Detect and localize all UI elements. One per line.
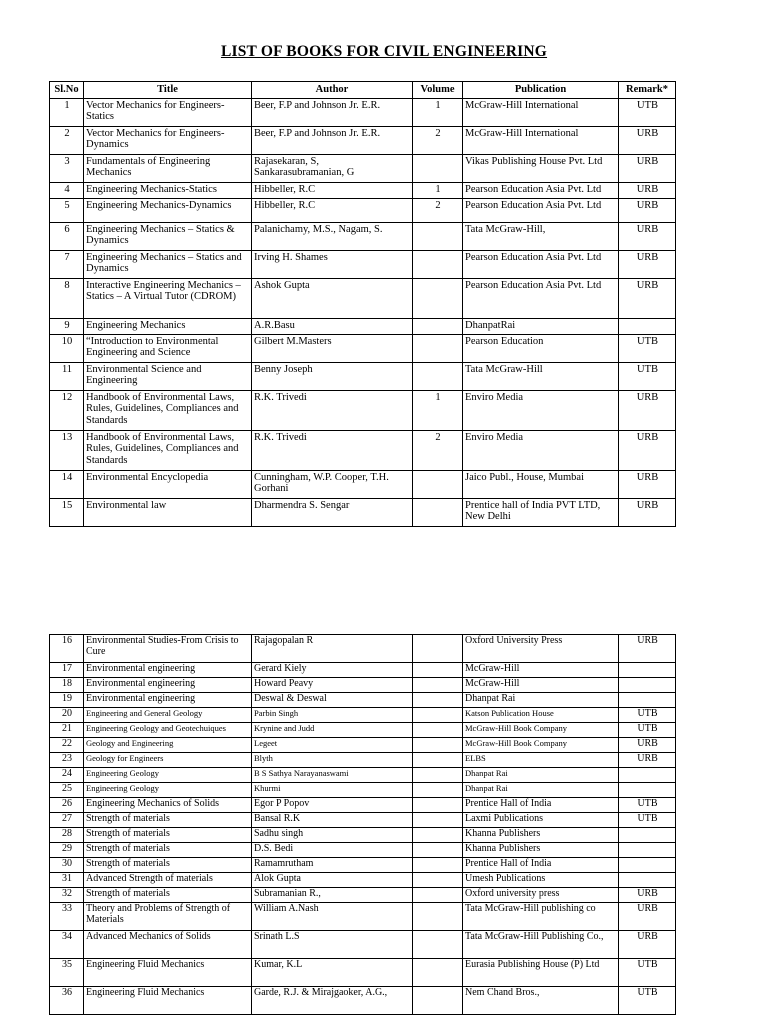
remark-cell: URB [619,154,676,182]
volume-cell [413,987,463,1015]
title-cell: “Introduction to Environmental Engineering and Science [84,334,252,362]
volume-cell [413,693,463,708]
publication-cell: Vikas Publishing House Pvt. Ltd [463,154,619,182]
volume-cell: 2 [413,430,463,470]
publication-cell: McGraw-Hill [463,663,619,678]
remark-cell: URB [619,888,676,903]
books-table-part-2 [49,634,676,1015]
volume-cell [413,843,463,858]
table-row [50,250,676,278]
sl-no-cell: 28 [50,828,84,843]
volume-cell: 2 [413,126,463,154]
author-cell: Subramanian R., [252,888,413,903]
sl-no-cell: 12 [50,390,84,430]
table-row [50,278,676,318]
title-cell: Advanced Strength of materials [84,873,252,888]
publication-cell: Enviro Media [463,390,619,430]
author-cell: D.S. Bedi [252,843,413,858]
publication-cell: ELBS [463,753,619,768]
title-cell: Handbook of Environmental Laws, Rules, Guidelines, Compliances and Standards [84,430,252,470]
remark-cell [619,693,676,708]
remark-cell: URB [619,903,676,931]
title-cell: Environmental Encyclopedia [84,470,252,498]
volume-cell [413,828,463,843]
sl-no-cell: 8 [50,278,84,318]
sl-no-cell: 19 [50,693,84,708]
publication-cell: Pearson Education Asia Pvt. Ltd [463,182,619,198]
table-row [50,828,676,843]
volume-cell [413,678,463,693]
table-row [50,987,676,1015]
table-row [50,678,676,693]
sl-no-cell: 4 [50,182,84,198]
title-cell: Strength of materials [84,813,252,828]
author-cell: Sadhu singh [252,828,413,843]
sl-no-cell: 11 [50,362,84,390]
volume-cell [413,318,463,334]
remark-cell [619,783,676,798]
author-cell: Parbin Singh [252,708,413,723]
title-cell: Environmental Studies-From Crisis to Cure [84,635,252,663]
volume-cell [413,362,463,390]
title-cell: Environmental engineering [84,678,252,693]
header-title: Title [84,82,252,99]
table-row [50,498,676,526]
title-cell: Strength of materials [84,858,252,873]
remark-cell [619,873,676,888]
volume-cell: 2 [413,198,463,222]
remark-cell: UTB [619,98,676,126]
author-cell: Srinath L.S [252,931,413,959]
author-cell: Ramamrutham [252,858,413,873]
publication-cell: Umesh Publications [463,873,619,888]
author-cell: Cunningham, W.P. Cooper, T.H. Gorhani [252,470,413,498]
publication-cell: Jaico Publ., House, Mumbai [463,470,619,498]
publication-cell: Pearson Education [463,334,619,362]
title-cell: Vector Mechanics for Engineers-Dynamics [84,126,252,154]
table-row [50,362,676,390]
table-row [50,222,676,250]
volume-cell [413,858,463,873]
table-row [50,783,676,798]
sl-no-cell: 9 [50,318,84,334]
author-cell: Palanichamy, M.S., Nagam, S. [252,222,413,250]
table-row [50,873,676,888]
title-cell: Vector Mechanics for Engineers-Statics [84,98,252,126]
remark-cell: URB [619,126,676,154]
author-cell: Deswal & Deswal [252,693,413,708]
author-cell: A.R.Basu [252,318,413,334]
volume-cell [413,903,463,931]
table-row [50,959,676,987]
remark-cell: UTB [619,362,676,390]
publication-cell: Prentice Hall of India [463,858,619,873]
title-cell: Engineering Mechanics – Statics & Dynamics [84,222,252,250]
sl-no-cell: 27 [50,813,84,828]
sl-no-cell: 23 [50,753,84,768]
author-cell: Egor P Popov [252,798,413,813]
sl-no-cell: 15 [50,498,84,526]
sl-no-cell: 26 [50,798,84,813]
sl-no-cell: 24 [50,768,84,783]
publication-cell: Oxford University Press [463,635,619,663]
header-sl-no: Sl.No [50,82,84,99]
title-cell: Environmental law [84,498,252,526]
table-row [50,738,676,753]
table-row [50,635,676,663]
publication-cell: Prentice hall of India PVT LTD, New Delhi [463,498,619,526]
volume-cell: 1 [413,390,463,430]
sl-no-cell: 3 [50,154,84,182]
table-row [50,126,676,154]
volume-cell [413,931,463,959]
remark-cell: UTB [619,334,676,362]
sl-no-cell: 30 [50,858,84,873]
volume-cell [413,723,463,738]
volume-cell [413,250,463,278]
remark-cell: URB [619,931,676,959]
sl-no-cell: 16 [50,635,84,663]
volume-cell [413,798,463,813]
volume-cell [413,470,463,498]
author-cell: Rajagopalan R [252,635,413,663]
sl-no-cell: 2 [50,126,84,154]
volume-cell [413,635,463,663]
volume-cell [413,663,463,678]
sl-no-cell: 10 [50,334,84,362]
title-cell: Geology for Engineers [84,753,252,768]
sl-no-cell: 22 [50,738,84,753]
title-cell: Advanced Mechanics of Solids [84,931,252,959]
title-cell: Environmental engineering [84,663,252,678]
title-cell: Engineering Mechanics [84,318,252,334]
table-row [50,888,676,903]
table-row [50,693,676,708]
author-cell: William A.Nash [252,903,413,931]
publication-cell: McGraw-Hill Book Company [463,738,619,753]
table-row [50,798,676,813]
publication-cell: Pearson Education Asia Pvt. Ltd [463,198,619,222]
sl-no-cell: 33 [50,903,84,931]
remark-cell: URB [619,182,676,198]
remark-cell [619,678,676,693]
header-row [50,82,676,99]
title-cell: Engineering Mechanics – Statics and Dynamics [84,250,252,278]
sl-no-cell: 31 [50,873,84,888]
author-cell: Garde, R.J. & Mirajgaoker, A.G., [252,987,413,1015]
author-cell: Beer, F.P and Johnson Jr. E.R. [252,126,413,154]
remark-cell [619,843,676,858]
sl-no-cell: 21 [50,723,84,738]
author-cell: Gilbert M.Masters [252,334,413,362]
table-row [50,858,676,873]
sl-no-cell: 36 [50,987,84,1015]
header-author: Author [252,82,413,99]
volume-cell [413,334,463,362]
header-remark: Remark* [619,82,676,99]
title-cell: Engineering Fluid Mechanics [84,987,252,1015]
author-cell: Rajasekaran, S, Sankarasubramanian, G [252,154,413,182]
table-row [50,663,676,678]
publication-cell: Tata McGraw-Hill Publishing Co., [463,931,619,959]
publication-cell: DhanpatRai [463,318,619,334]
sl-no-cell: 25 [50,783,84,798]
table-row [50,98,676,126]
remark-cell [619,663,676,678]
remark-cell: URB [619,430,676,470]
volume-cell [413,708,463,723]
publication-cell: Laxmi Publications [463,813,619,828]
author-cell: Howard Peavy [252,678,413,693]
author-cell: Hibbeller, R.C [252,182,413,198]
title-cell: Engineering Geology [84,768,252,783]
publication-cell: McGraw-Hill [463,678,619,693]
author-cell: Kumar, K.L [252,959,413,987]
volume-cell [413,768,463,783]
title-cell: Fundamentals of Engineering Mechanics [84,154,252,182]
remark-cell: UTB [619,708,676,723]
publication-cell: Dhanpat Rai [463,693,619,708]
table-row [50,708,676,723]
remark-cell [619,318,676,334]
remark-cell: URB [619,390,676,430]
author-cell: B S Sathya Narayanaswami [252,768,413,783]
remark-cell: UTB [619,959,676,987]
table-row [50,843,676,858]
author-cell: Hibbeller, R.C [252,198,413,222]
author-cell: R.K. Trivedi [252,390,413,430]
table-row [50,470,676,498]
table-row [50,931,676,959]
publication-cell: Oxford university press [463,888,619,903]
remark-cell: URB [619,498,676,526]
table-row [50,154,676,182]
volume-cell [413,222,463,250]
sl-no-cell: 29 [50,843,84,858]
author-cell: Beer, F.P and Johnson Jr. E.R. [252,98,413,126]
volume-cell [413,888,463,903]
volume-cell [413,813,463,828]
publication-cell: Eurasia Publishing House (P) Ltd [463,959,619,987]
remark-cell: UTB [619,987,676,1015]
title-cell: Engineering Mechanics-Statics [84,182,252,198]
remark-cell: URB [619,250,676,278]
volume-cell [413,278,463,318]
table-row [50,318,676,334]
remark-cell: URB [619,738,676,753]
sl-no-cell: 13 [50,430,84,470]
author-cell: Benny Joseph [252,362,413,390]
title-cell: Environmental engineering [84,693,252,708]
remark-cell [619,828,676,843]
volume-cell: 1 [413,182,463,198]
author-cell: Irving H. Shames [252,250,413,278]
volume-cell [413,873,463,888]
title-cell: Engineering Mechanics-Dynamics [84,198,252,222]
table-row [50,334,676,362]
publication-cell: Nem Chand Bros., [463,987,619,1015]
publication-cell: Dhanpat Rai [463,768,619,783]
title-cell: Engineering Fluid Mechanics [84,959,252,987]
sl-no-cell: 7 [50,250,84,278]
author-cell: Khurmi [252,783,413,798]
volume-cell [413,783,463,798]
remark-cell [619,858,676,873]
title-cell: Strength of materials [84,888,252,903]
remark-cell: URB [619,635,676,663]
table-row [50,430,676,470]
publication-cell: Tata McGraw-Hill publishing co [463,903,619,931]
author-cell: Alok Gupta [252,873,413,888]
publication-cell: Pearson Education Asia Pvt. Ltd [463,278,619,318]
sl-no-cell: 1 [50,98,84,126]
publication-cell: Prentice Hall of India [463,798,619,813]
table-row [50,768,676,783]
author-cell: Dharmendra S. Sengar [252,498,413,526]
remark-cell [619,768,676,783]
author-cell: Ashok Gupta [252,278,413,318]
publication-cell: McGraw-Hill International [463,98,619,126]
table-row [50,198,676,222]
title-cell: Engineering Geology and Geotechuiques [84,723,252,738]
publication-cell: Katson Publication House [463,708,619,723]
title-cell: Environmental Science and Engineering [84,362,252,390]
author-cell: Legeet [252,738,413,753]
table-row [50,813,676,828]
table-row [50,903,676,931]
publication-cell: Pearson Education Asia Pvt. Ltd [463,250,619,278]
title-cell: Strength of materials [84,828,252,843]
remark-cell: URB [619,470,676,498]
books-table-part-1 [49,81,676,527]
publication-cell: Khanna Publishers [463,828,619,843]
table-row [50,723,676,738]
remark-cell: UTB [619,813,676,828]
publication-cell: McGraw-Hill International [463,126,619,154]
volume-cell: 1 [413,98,463,126]
title-cell: Strength of materials [84,843,252,858]
title-cell: Engineering Geology [84,783,252,798]
title-cell: Theory and Problems of Strength of Materials [84,903,252,931]
volume-cell [413,498,463,526]
remark-cell: UTB [619,798,676,813]
volume-cell [413,154,463,182]
publication-cell: Tata McGraw-Hill [463,362,619,390]
publication-cell: Enviro Media [463,430,619,470]
remark-cell: URB [619,278,676,318]
author-cell: R.K. Trivedi [252,430,413,470]
remark-cell: UTB [619,723,676,738]
sl-no-cell: 34 [50,931,84,959]
remark-cell: URB [619,198,676,222]
header-volume: Volume [413,82,463,99]
remark-cell: URB [619,222,676,250]
header-publication: Publication [463,82,619,99]
author-cell: Blyth [252,753,413,768]
volume-cell [413,753,463,768]
document-title: LIST OF BOOKS FOR CIVIL ENGINEERING [220,43,548,60]
volume-cell [413,959,463,987]
sl-no-cell: 32 [50,888,84,903]
publication-cell: Tata McGraw-Hill, [463,222,619,250]
sl-no-cell: 35 [50,959,84,987]
publication-cell: Dhanpat Rai [463,783,619,798]
sl-no-cell: 18 [50,678,84,693]
sl-no-cell: 14 [50,470,84,498]
volume-cell [413,738,463,753]
remark-cell: URB [619,753,676,768]
title-cell: Geology and Engineering [84,738,252,753]
author-cell: Bansal R.K [252,813,413,828]
sl-no-cell: 17 [50,663,84,678]
author-cell: Krynine and Judd [252,723,413,738]
publication-cell: Khanna Publishers [463,843,619,858]
title-cell: Engineering and General Geology [84,708,252,723]
title-cell: Interactive Engineering Mechanics – Statics – A Virtual Tutor (CDROM) [84,278,252,318]
table-row [50,390,676,430]
sl-no-cell: 20 [50,708,84,723]
sl-no-cell: 6 [50,222,84,250]
title-cell: Handbook of Environmental Laws, Rules, Guidelines, Compliances and Standards [84,390,252,430]
title-cell: Engineering Mechanics of Solids [84,798,252,813]
sl-no-cell: 5 [50,198,84,222]
table-row [50,753,676,768]
publication-cell: McGraw-Hill Book Company [463,723,619,738]
author-cell: Gerard Kiely [252,663,413,678]
table-row [50,182,676,198]
